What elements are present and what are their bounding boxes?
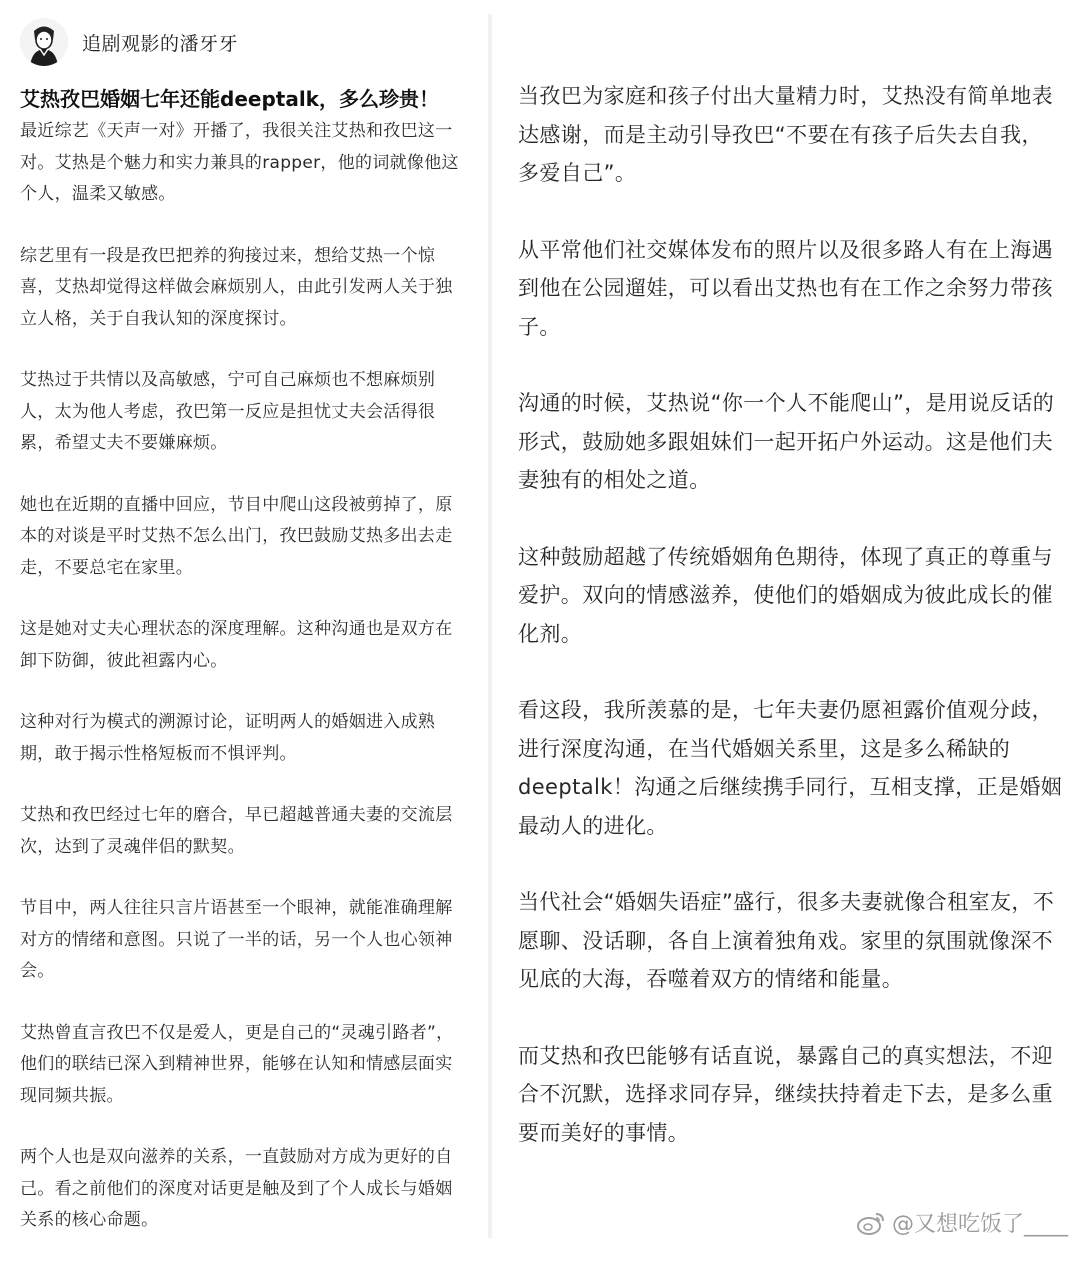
paragraph: 当孜巴为家庭和孩子付出大量精力时，艾热没有简单地表达感谢，而是主动引导孜巴“不要在有孩子后失去自我，多爱自己”。	[518, 84, 1053, 185]
paragraph: 两个人也是双向滋养的关系，一直鼓励对方成为更好的自己。看之前他们的深度对话更是触及到了个人成长与婚姻关系的核心命题。	[20, 1147, 453, 1230]
article-title: 艾热孜巴婚姻七年还能deeptalk，多么珍贵！	[20, 87, 439, 111]
right-paragraphs	[518, 77, 1064, 1190]
right-column	[492, 0, 1080, 1248]
weibo-watermark	[856, 1207, 1068, 1238]
weibo-logo-icon	[856, 1210, 886, 1236]
paragraph: 艾热和孜巴经过七年的磨合，早已超越普通夫妻的交流层次，达到了灵魂伴侣的默契。	[20, 805, 453, 857]
paragraph: 艾热曾直言孜巴不仅是爱人，更是自己的“灵魂引路者”，他们的联结已深入到精神世界，能够在认知和情感层面实现同频共振。	[20, 1022, 454, 1106]
paragraph: 这是她对丈夫心理状态的深度理解。这种沟通也是双方在卸下防御，彼此袒露内心。	[20, 619, 453, 671]
paragraph: 这种对行为模式的溯源讨论，证明两人的婚姻进入成熟期，敢于揭示性格短板而不惧评判。	[20, 712, 436, 764]
paragraph: 这种鼓励超越了传统婚姻角色期待，体现了真正的尊重与爱护。双向的情感滋养，使他们的婚姻成为彼此成长的催化剂。	[518, 544, 1053, 646]
paragraph: 综艺里有一段是孜巴把养的狗接过来，想给艾热一个惊喜，艾热却觉得这样做会麻烦别人，由此引发两人关于独立人格，关于自我认知的深度探讨。	[20, 245, 453, 329]
paragraph: 她也在近期的直播中回应，节目中爬山这段被剪掉了，原本的对谈是平时艾热不怎么出门，孜巴鼓励艾热多出去走走，不要总宅在家里。	[20, 494, 453, 578]
left-column	[0, 0, 488, 1248]
avatar-illustration-icon	[20, 18, 68, 66]
paragraph: 当代社会“婚姻失语症”盛行，很多夫妻就像合租室友，不愿聊、没话聊，各自上演着独角戏。家里的氛围就像深不见底的大海，吞噬着双方的情绪和能量。	[518, 890, 1055, 991]
paragraph: 节目中，两人往往只言片语甚至一个眼神，就能准确理解对方的情绪和意图。只说了一半的话，另一个人也心领神会。	[20, 898, 453, 981]
paragraph: 看这段，我所羡慕的是，七年夫妻仍愿袒露价值观分歧，进行深度沟通，在当代婚姻关系里，这是多么稀缺的deeptalk！沟通之后继续携手同行，互相支撑，正是婚姻最动人的进化。	[518, 698, 1063, 838]
paragraph: 最近综艺《天声一对》开播了，我很关注艾热和孜巴这一对。艾热是个魅力和实力兼具的rapper，他的词就像他这个人，温柔又敏感。	[20, 121, 459, 204]
author-name[interactable]: 追剧观影的潘牙牙	[82, 32, 239, 55]
watermark-text: @又想吃饭了____	[891, 1212, 1068, 1237]
left-paragraphs	[20, 116, 468, 1267]
paragraph: 沟通的时候，艾热说“你一个人不能爬山”，是用说反话的形式，鼓励她多跟姐妹们一起开拓户外运动。这是他们夫妻独有的相处之道。	[518, 391, 1055, 492]
author-header	[20, 16, 238, 68]
paragraph: 艾热过于共情以及高敏感，宁可自己麻烦也不想麻烦别人，太为他人考虑，孜巴第一反应是担忧丈夫会活得很累，希望丈夫不要嫌麻烦。	[20, 370, 436, 453]
avatar[interactable]	[20, 18, 68, 66]
paragraph: 而艾热和孜巴能够有话直说，暴露自己的真实想法，不迎合不沉默，选择求同存异，继续扶持着走下去，是多么重要而美好的事情。	[518, 1043, 1053, 1145]
paragraph: 从平常他们社交媒体发布的照片以及很多路人有在上海遇到他在公园遛娃，可以看出艾热也有在工作之余努力带孩子。	[518, 237, 1053, 339]
